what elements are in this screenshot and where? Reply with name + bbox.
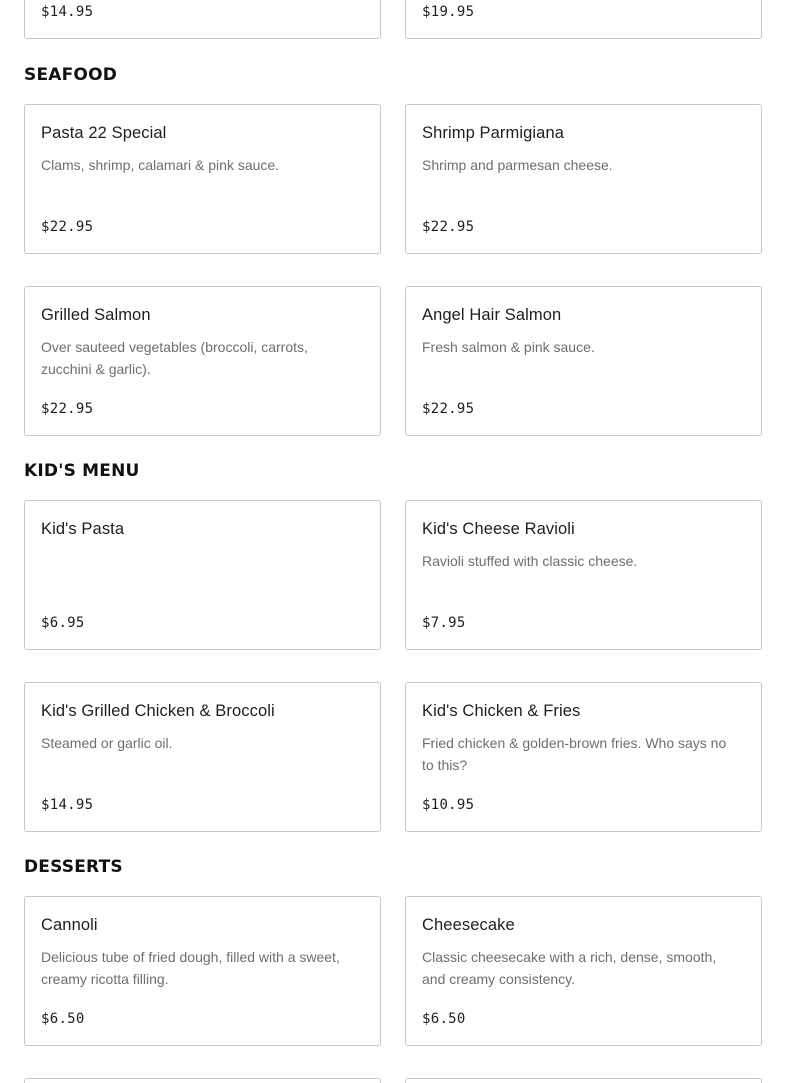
item-name: Kid's Grilled Chicken & Broccoli <box>41 702 275 720</box>
item-price: $22.95 <box>422 219 475 235</box>
menu-item-card[interactable] <box>24 104 381 254</box>
item-price: $22.95 <box>41 401 94 417</box>
item-description: Fresh salmon & pink sauce. <box>422 339 595 355</box>
item-name: Kid's Pasta <box>41 520 125 538</box>
menu-item-card[interactable] <box>405 1078 762 1083</box>
item-description: Fried chicken & golden-brown fries. Who says no to this? <box>422 735 727 773</box>
menu-item-card[interactable] <box>405 286 762 436</box>
menu-item-card[interactable] <box>405 0 762 39</box>
menu-item-card[interactable] <box>24 682 381 832</box>
menu-item-card[interactable] <box>24 286 381 436</box>
item-name: Grilled Salmon <box>41 306 151 324</box>
item-name: Cannoli <box>41 916 98 934</box>
section-title-desserts: DESSERTS <box>24 857 123 877</box>
menu-item-card[interactable] <box>405 896 762 1046</box>
menu-item-card[interactable] <box>24 896 381 1046</box>
item-name: Kid's Chicken & Fries <box>422 702 581 720</box>
item-name: Pasta 22 Special <box>41 124 167 142</box>
item-price: $14.95 <box>41 4 94 20</box>
item-description: Steamed or garlic oil. <box>41 735 173 751</box>
item-price: $6.50 <box>41 1011 85 1027</box>
menu-item-card[interactable] <box>24 1078 381 1083</box>
item-description: Shrimp and parmesan cheese. <box>422 157 613 173</box>
item-price: $10.95 <box>422 797 475 813</box>
item-name: Kid's Cheese Ravioli <box>422 520 575 538</box>
item-description: Delicious tube of fried dough, filled with a sweet, creamy ricotta filling. <box>41 949 340 987</box>
menu-item-card[interactable] <box>24 0 381 39</box>
item-price: $19.95 <box>422 4 475 20</box>
menu-item-card[interactable] <box>405 500 762 650</box>
item-name: Shrimp Parmigiana <box>422 124 565 142</box>
section-title-kids-menu: KID'S MENU <box>24 461 140 481</box>
item-name: Cheesecake <box>422 916 515 934</box>
item-price: $22.95 <box>41 219 94 235</box>
section-title-seafood: SEAFOOD <box>24 65 118 85</box>
menu-item-card[interactable] <box>405 682 762 832</box>
item-price: $6.95 <box>41 615 85 631</box>
item-description: Clams, shrimp, calamari & pink sauce. <box>41 157 280 173</box>
item-price: $7.95 <box>422 615 466 631</box>
item-price: $14.95 <box>41 797 94 813</box>
item-description: Ravioli stuffed with classic cheese. <box>422 553 638 569</box>
item-price: $22.95 <box>422 401 475 417</box>
item-description: Classic cheesecake with a rich, dense, smooth, and creamy consistency. <box>422 949 717 987</box>
menu-item-card[interactable] <box>405 104 762 254</box>
item-price: $6.50 <box>422 1011 466 1027</box>
item-description: Over sauteed vegetables (broccoli, carrots, zucchini & garlic). <box>41 339 308 377</box>
menu-item-card[interactable] <box>24 500 381 650</box>
item-name: Angel Hair Salmon <box>422 306 562 324</box>
